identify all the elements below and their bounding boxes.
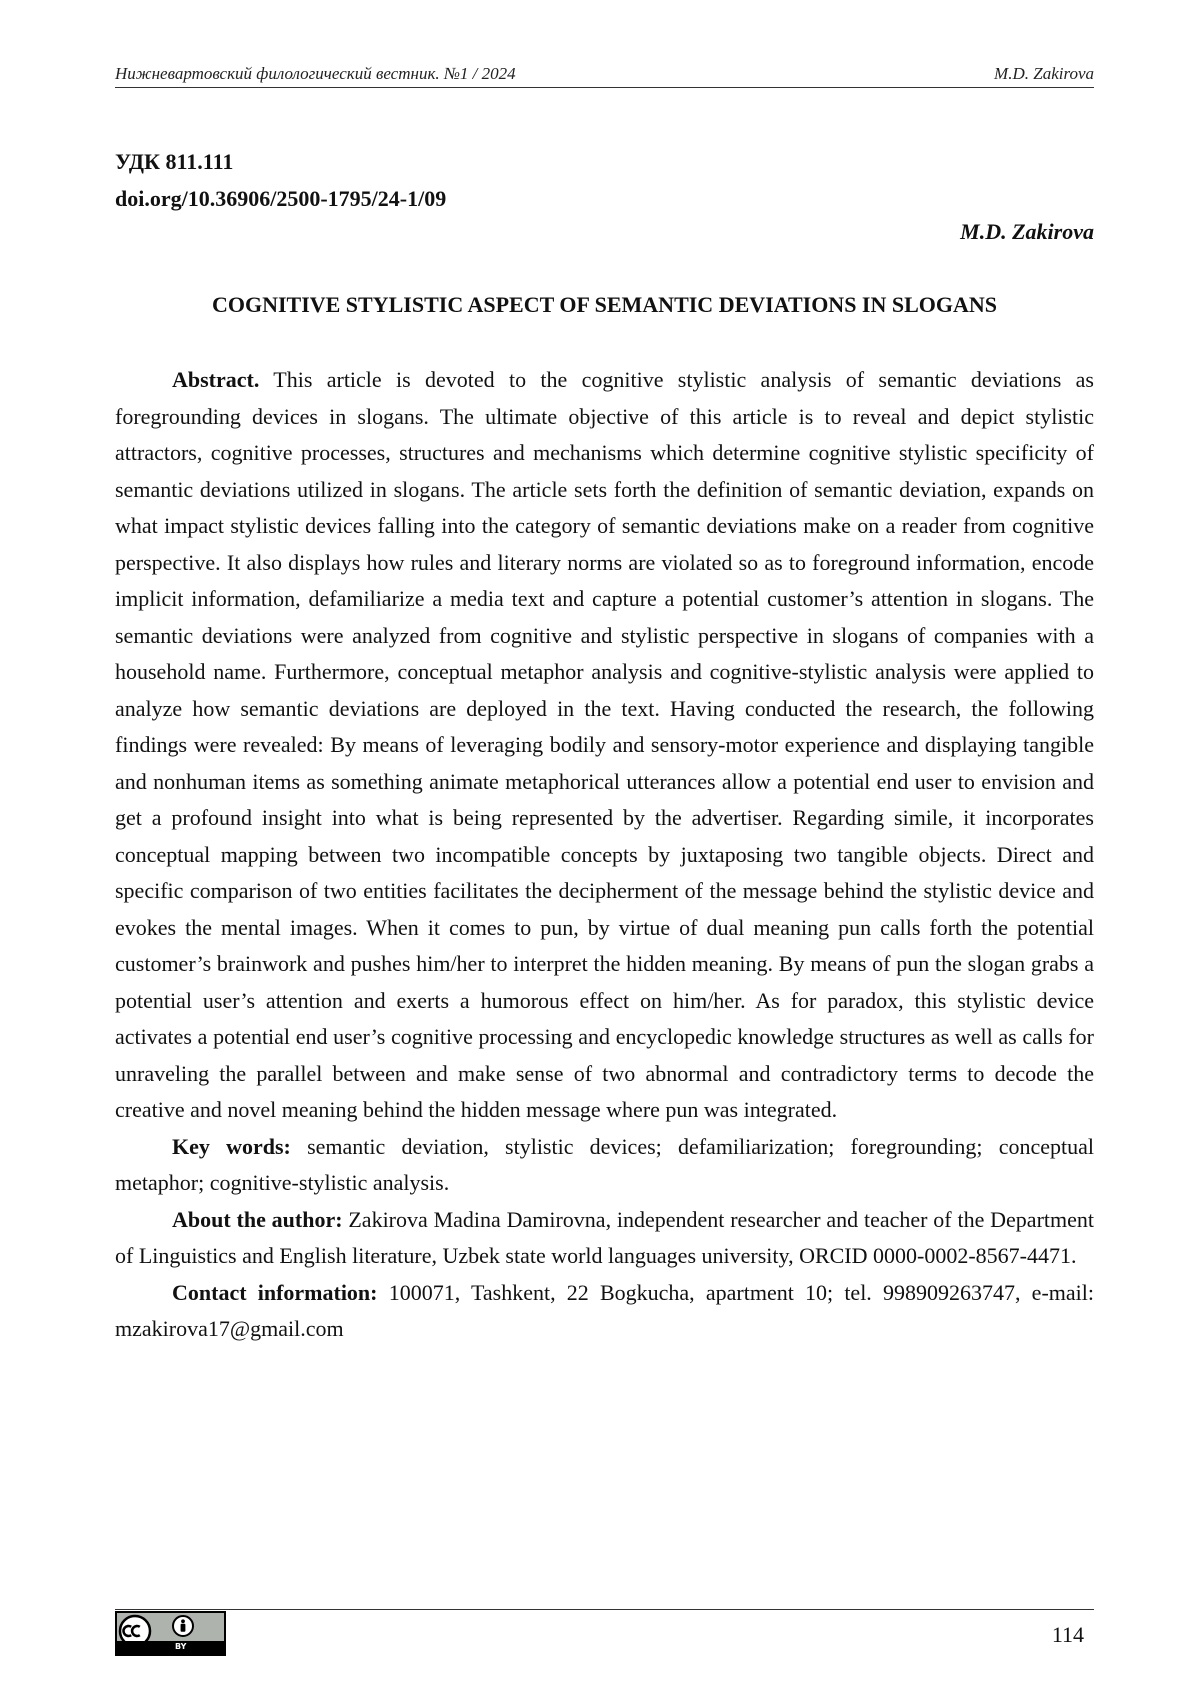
about-author-text: Zakirova Madina Damirovna, independent researcher and teacher of the Department of Linguistics and English literature, Uzbek state world languages university, ORCID 0000-0002-8567-4471.: [115, 1206, 1094, 1268]
running-header: [115, 64, 1094, 84]
abstract-paragraph: [115, 362, 1094, 1129]
contact-text: 100071, Tashkent, 22 Bogkucha, apartment 10; tel. 998909263747, e-mail: mzakirova17@gmail.com: [115, 1279, 1094, 1341]
footer-rule: [115, 1609, 1094, 1610]
about-author-label: About the author:: [172, 1206, 343, 1232]
license-badge-text: BY: [175, 1642, 187, 1651]
keywords-paragraph: [115, 1129, 1094, 1202]
abstract-text: This article is devoted to the cognitive stylistic analysis of semantic deviations as foregrounding devices in slogans. The ultimate objective of this article is to reveal and depict stylistic attractors, cognitive processes, structures and mechanisms which determine cognitive stylistic specificity of semantic deviations utilized in slogans. The article sets forth the definition of semantic deviation, expands on what impact stylistic devices falling into the category of semantic deviations make on a reader from cognitive perspective. It also displays how rules and literary norms are violated so as to foreground information, encode implicit information, defamiliarize a media text and capture a potential customer’s attention in slogans. The semantic deviations were analyzed from cognitive and stylistic perspective in slogans of companies with a household name. Furthermore, conceptual metaphor analysis and cognitive-stylistic analysis were applied to analyze how semantic deviations are deployed in the text. Having conducted the research, the following findings were revealed: By means of leveraging bodily and sensory-motor experience and displaying tangible and nonhuman items as something animate metaphorical utterances allow a potential end user to envision and get a profound insight into what is being represented by the advertiser. Regarding simile, it incorporates conceptual mapping between two incompatible concepts by juxtaposing two tangible objects. Direct and specific comparison of two entities facilitates the decipherment of the message behind the stylistic device and evokes the mental images. When it comes to pun, by virtue of dual meaning pun calls forth the potential customer’s brainwork and pushes him/her to interpret the hidden meaning. By means of pun the slogan grabs a potential user’s attention and exerts a humorous effect on him/her. As for paradox, this stylistic device activates a potential end user’s cognitive processing and encyclopedic knowledge structures as well as calls for unraveling the parallel between and make sense of two abnormal and contradictory terms to decode the creative and novel meaning behind the hidden message where pun was integrated.: [115, 367, 1094, 1122]
cc-by-license-badge[interactable]: [115, 1611, 226, 1656]
license-badge-strip: [117, 1641, 224, 1654]
attribution-icon: [173, 1616, 193, 1636]
author-name: M.D. Zakirova: [960, 219, 1094, 244]
license-icons: [117, 1613, 224, 1641]
abstract-label: Abstract.: [172, 367, 260, 392]
header-author: M.D. Zakirova: [994, 64, 1094, 83]
header-rule: [115, 87, 1094, 88]
contact-paragraph: [115, 1275, 1094, 1348]
page-number: 114: [1051, 1622, 1084, 1647]
keywords-label: Key words:: [172, 1133, 291, 1159]
article-body: [115, 362, 1094, 1348]
article-title: COGNITIVE STYLISTIC ASPECT OF SEMANTIC DEVIATIONS IN SLOGANS: [211, 292, 998, 317]
contact-label: Contact information:: [172, 1279, 378, 1305]
keywords-text: semantic deviation, stylistic devices; defamiliarization; foregrounding; conceptual metaphor; cognitive-stylistic analysis.: [115, 1133, 1094, 1195]
doi-link[interactable]: doi.org/10.36906/2500-1795/24-1/09: [115, 186, 447, 211]
udc-code: УДК 811.111: [115, 149, 234, 174]
cc-icon: [120, 1616, 150, 1641]
about-author-paragraph: [115, 1202, 1094, 1275]
journal-name: Нижневартовский филологический вестник. №1 / 2024: [115, 64, 516, 83]
article-meta: [115, 143, 1094, 217]
